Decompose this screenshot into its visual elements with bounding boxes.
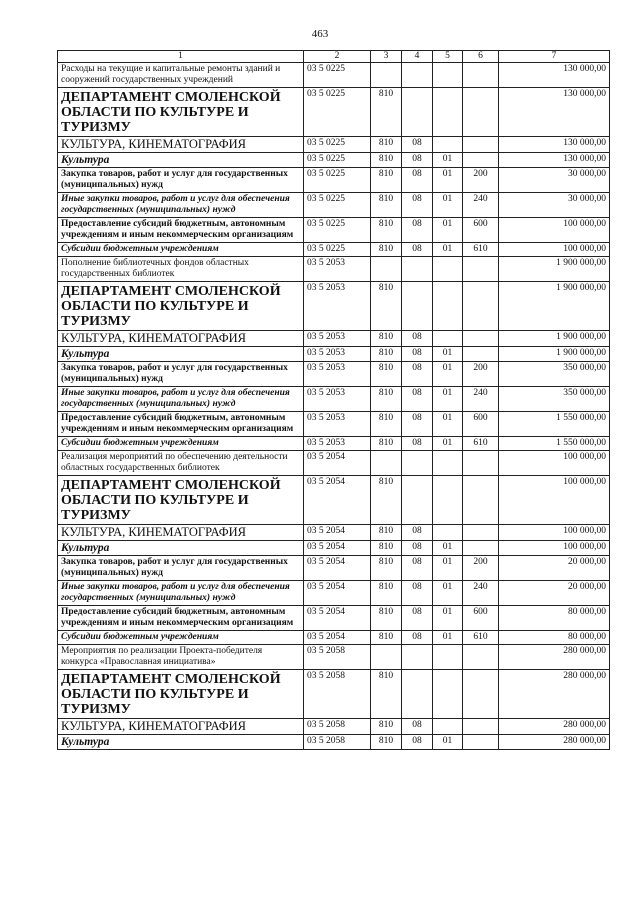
- cell-name: Закупка товаров, работ и услуг для государственных (муниципальных) нужд: [58, 168, 304, 193]
- cell-ved: 810: [371, 193, 402, 218]
- table-row: [58, 137, 610, 153]
- cell-podrazdel: [433, 719, 463, 735]
- cell-amount: 280 000,00: [499, 719, 610, 735]
- cell-razdel: 08: [402, 541, 433, 556]
- cell-podrazdel: 01: [433, 437, 463, 451]
- cell-podrazdel: 01: [433, 541, 463, 556]
- cell-name: КУЛЬТУРА, КИНЕМАТОГРАФИЯ: [58, 719, 304, 735]
- cell-podrazdel: [433, 476, 463, 525]
- table-row: [58, 556, 610, 581]
- header-col-2: 2: [304, 51, 371, 63]
- budget-table: [57, 50, 610, 750]
- cell-razdel: 08: [402, 387, 433, 412]
- cell-razdel: 08: [402, 719, 433, 735]
- cell-podrazdel: 01: [433, 387, 463, 412]
- cell-razdel: [402, 282, 433, 331]
- cell-podrazdel: [433, 525, 463, 541]
- table-row: [58, 645, 610, 670]
- cell-razdel: 08: [402, 218, 433, 243]
- cell-podrazdel: [433, 451, 463, 476]
- cell-vid-rashodov: [463, 541, 499, 556]
- cell-amount: 1 900 000,00: [499, 347, 610, 362]
- cell-name: Реализация мероприятий по обеспечению деятельности областных государственных библиотек: [58, 451, 304, 476]
- cell-ved: 810: [371, 670, 402, 719]
- cell-name: Закупка товаров, работ и услуг для государственных (муниципальных) нужд: [58, 362, 304, 387]
- cell-code: 03 5 2058: [304, 670, 371, 719]
- cell-name: Культура: [58, 347, 304, 362]
- cell-razdel: 08: [402, 412, 433, 437]
- cell-code: 03 5 2053: [304, 257, 371, 282]
- cell-razdel: [402, 645, 433, 670]
- table-row: [58, 719, 610, 735]
- cell-vid-rashodov: [463, 525, 499, 541]
- cell-ved: 810: [371, 412, 402, 437]
- cell-podrazdel: [433, 670, 463, 719]
- cell-podrazdel: 01: [433, 412, 463, 437]
- cell-podrazdel: 01: [433, 606, 463, 631]
- cell-vid-rashodov: 600: [463, 218, 499, 243]
- cell-code: 03 5 2058: [304, 645, 371, 670]
- cell-code: 03 5 2053: [304, 437, 371, 451]
- cell-podrazdel: 01: [433, 581, 463, 606]
- cell-code: 03 5 0225: [304, 218, 371, 243]
- cell-code: 03 5 2053: [304, 362, 371, 387]
- cell-vid-rashodov: [463, 88, 499, 137]
- cell-ved: [371, 451, 402, 476]
- cell-vid-rashodov: 200: [463, 556, 499, 581]
- cell-razdel: 08: [402, 525, 433, 541]
- table-row: [58, 412, 610, 437]
- cell-podrazdel: [433, 63, 463, 88]
- cell-razdel: 08: [402, 347, 433, 362]
- cell-ved: 810: [371, 631, 402, 645]
- table-row: [58, 387, 610, 412]
- cell-razdel: 08: [402, 606, 433, 631]
- cell-razdel: 08: [402, 581, 433, 606]
- cell-vid-rashodov: 200: [463, 362, 499, 387]
- cell-amount: 100 000,00: [499, 476, 610, 525]
- cell-podrazdel: [433, 282, 463, 331]
- cell-vid-rashodov: 240: [463, 581, 499, 606]
- cell-amount: 280 000,00: [499, 645, 610, 670]
- table-row: [58, 541, 610, 556]
- table-row: [58, 347, 610, 362]
- header-col-4: 4: [402, 51, 433, 63]
- table-row: [58, 735, 610, 750]
- cell-razdel: [402, 63, 433, 88]
- cell-name: Мероприятия по реализации Проекта-победителя конкурса «Православная инициатива»: [58, 645, 304, 670]
- cell-name: Иные закупки товаров, работ и услуг для обеспечения государственных (муниципальных) нужд: [58, 387, 304, 412]
- cell-name: Культура: [58, 153, 304, 168]
- cell-code: 03 5 0225: [304, 243, 371, 257]
- cell-amount: 1 550 000,00: [499, 412, 610, 437]
- cell-code: 03 5 0225: [304, 88, 371, 137]
- cell-vid-rashodov: 610: [463, 243, 499, 257]
- cell-vid-rashodov: [463, 476, 499, 525]
- cell-amount: 100 000,00: [499, 525, 610, 541]
- table-row: [58, 88, 610, 137]
- cell-code: 03 5 2054: [304, 476, 371, 525]
- cell-code: 03 5 2053: [304, 387, 371, 412]
- cell-name: Культура: [58, 541, 304, 556]
- table-row: [58, 476, 610, 525]
- cell-podrazdel: 01: [433, 168, 463, 193]
- cell-name: ДЕПАРТАМЕНТ СМОЛЕНСКОЙ ОБЛАСТИ ПО КУЛЬТУРЕ И ТУРИЗМУ: [58, 88, 304, 137]
- cell-vid-rashodov: 240: [463, 193, 499, 218]
- cell-name: ДЕПАРТАМЕНТ СМОЛЕНСКОЙ ОБЛАСТИ ПО КУЛЬТУРЕ И ТУРИЗМУ: [58, 476, 304, 525]
- cell-name: Субсидии бюджетным учреждениям: [58, 631, 304, 645]
- table-row: [58, 437, 610, 451]
- cell-amount: 80 000,00: [499, 606, 610, 631]
- cell-name: Расходы на текущие и капитальные ремонты зданий и сооружений государственных учреждений: [58, 63, 304, 88]
- cell-vid-rashodov: [463, 347, 499, 362]
- cell-razdel: [402, 88, 433, 137]
- cell-razdel: 08: [402, 243, 433, 257]
- cell-code: 03 5 2054: [304, 525, 371, 541]
- table-row: [58, 451, 610, 476]
- table-row: [58, 168, 610, 193]
- cell-podrazdel: 01: [433, 153, 463, 168]
- cell-amount: 30 000,00: [499, 168, 610, 193]
- cell-podrazdel: 01: [433, 735, 463, 750]
- cell-razdel: 08: [402, 193, 433, 218]
- cell-amount: 280 000,00: [499, 670, 610, 719]
- cell-ved: [371, 257, 402, 282]
- cell-ved: 810: [371, 735, 402, 750]
- cell-vid-rashodov: 600: [463, 412, 499, 437]
- cell-name: Субсидии бюджетным учреждениям: [58, 437, 304, 451]
- cell-vid-rashodov: [463, 282, 499, 331]
- cell-name: Субсидии бюджетным учреждениям: [58, 243, 304, 257]
- cell-razdel: [402, 451, 433, 476]
- cell-razdel: 08: [402, 168, 433, 193]
- cell-name: Иные закупки товаров, работ и услуг для обеспечения государственных (муниципальных) нужд: [58, 193, 304, 218]
- header-col-1: 1: [58, 51, 304, 63]
- cell-code: 03 5 2054: [304, 606, 371, 631]
- cell-ved: 810: [371, 581, 402, 606]
- cell-amount: 100 000,00: [499, 541, 610, 556]
- header-col-6: 6: [463, 51, 499, 63]
- cell-code: 03 5 2054: [304, 451, 371, 476]
- cell-ved: 810: [371, 606, 402, 631]
- table-row: [58, 606, 610, 631]
- cell-vid-rashodov: 610: [463, 437, 499, 451]
- cell-code: 03 5 0225: [304, 137, 371, 153]
- cell-podrazdel: 01: [433, 347, 463, 362]
- cell-ved: [371, 63, 402, 88]
- cell-podrazdel: 01: [433, 556, 463, 581]
- cell-vid-rashodov: 200: [463, 168, 499, 193]
- cell-vid-rashodov: [463, 645, 499, 670]
- cell-code: 03 5 2054: [304, 541, 371, 556]
- cell-ved: [371, 645, 402, 670]
- cell-amount: 100 000,00: [499, 451, 610, 476]
- cell-ved: 810: [371, 137, 402, 153]
- header-col-3: 3: [371, 51, 402, 63]
- header-col-7: 7: [499, 51, 610, 63]
- cell-amount: 350 000,00: [499, 362, 610, 387]
- table-body: [58, 63, 610, 750]
- cell-ved: 810: [371, 243, 402, 257]
- cell-code: 03 5 2054: [304, 581, 371, 606]
- cell-amount: 280 000,00: [499, 735, 610, 750]
- cell-ved: 810: [371, 541, 402, 556]
- cell-code: 03 5 2053: [304, 331, 371, 347]
- cell-ved: 810: [371, 437, 402, 451]
- cell-code: 03 5 2058: [304, 719, 371, 735]
- cell-vid-rashodov: [463, 670, 499, 719]
- cell-name: Иные закупки товаров, работ и услуг для обеспечения государственных (муниципальных) нужд: [58, 581, 304, 606]
- cell-amount: 1 900 000,00: [499, 331, 610, 347]
- cell-podrazdel: 01: [433, 631, 463, 645]
- cell-code: 03 5 0225: [304, 63, 371, 88]
- table-row: [58, 670, 610, 719]
- table-row: [58, 282, 610, 331]
- cell-razdel: 08: [402, 362, 433, 387]
- cell-podrazdel: [433, 88, 463, 137]
- cell-vid-rashodov: [463, 63, 499, 88]
- cell-name: Закупка товаров, работ и услуг для государственных (муниципальных) нужд: [58, 556, 304, 581]
- cell-code: 03 5 0225: [304, 193, 371, 218]
- cell-vid-rashodov: 600: [463, 606, 499, 631]
- cell-razdel: 08: [402, 153, 433, 168]
- cell-amount: 80 000,00: [499, 631, 610, 645]
- cell-ved: 810: [371, 331, 402, 347]
- cell-ved: 810: [371, 282, 402, 331]
- cell-razdel: 08: [402, 137, 433, 153]
- cell-code: 03 5 2053: [304, 412, 371, 437]
- cell-amount: 1 900 000,00: [499, 257, 610, 282]
- cell-name: КУЛЬТУРА, КИНЕМАТОГРАФИЯ: [58, 137, 304, 153]
- table-row: [58, 153, 610, 168]
- cell-amount: 100 000,00: [499, 243, 610, 257]
- cell-name: Предоставление субсидий бюджетным, автономным учреждениям и иным некоммерческим организациям: [58, 412, 304, 437]
- table-row: [58, 63, 610, 88]
- cell-name: КУЛЬТУРА, КИНЕМАТОГРАФИЯ: [58, 525, 304, 541]
- cell-name: КУЛЬТУРА, КИНЕМАТОГРАФИЯ: [58, 331, 304, 347]
- cell-ved: 810: [371, 168, 402, 193]
- cell-name: Пополнение библиотечных фондов областных государственных библиотек: [58, 257, 304, 282]
- cell-vid-rashodov: [463, 451, 499, 476]
- cell-podrazdel: [433, 137, 463, 153]
- page-number: 463: [311, 28, 329, 40]
- cell-amount: 130 000,00: [499, 63, 610, 88]
- cell-ved: 810: [371, 218, 402, 243]
- cell-podrazdel: 01: [433, 218, 463, 243]
- table-row: [58, 257, 610, 282]
- cell-ved: 810: [371, 525, 402, 541]
- cell-amount: 30 000,00: [499, 193, 610, 218]
- cell-ved: 810: [371, 347, 402, 362]
- table-row: [58, 525, 610, 541]
- table-row: [58, 631, 610, 645]
- cell-amount: 20 000,00: [499, 556, 610, 581]
- cell-code: 03 5 2058: [304, 735, 371, 750]
- table-row: [58, 193, 610, 218]
- table-row: [58, 362, 610, 387]
- cell-code: 03 5 0225: [304, 168, 371, 193]
- cell-code: 03 5 2054: [304, 556, 371, 581]
- cell-name: Культура: [58, 735, 304, 750]
- cell-ved: 810: [371, 719, 402, 735]
- cell-ved: 810: [371, 88, 402, 137]
- cell-ved: 810: [371, 387, 402, 412]
- cell-vid-rashodov: [463, 331, 499, 347]
- cell-amount: 130 000,00: [499, 137, 610, 153]
- cell-ved: 810: [371, 556, 402, 581]
- cell-amount: 130 000,00: [499, 153, 610, 168]
- cell-code: 03 5 0225: [304, 153, 371, 168]
- cell-podrazdel: [433, 331, 463, 347]
- cell-ved: 810: [371, 476, 402, 525]
- cell-name: Предоставление субсидий бюджетным, автономным учреждениям и иным некоммерческим организациям: [58, 606, 304, 631]
- cell-podrazdel: 01: [433, 362, 463, 387]
- cell-razdel: 08: [402, 631, 433, 645]
- cell-vid-rashodov: [463, 153, 499, 168]
- cell-razdel: 08: [402, 735, 433, 750]
- cell-name: ДЕПАРТАМЕНТ СМОЛЕНСКОЙ ОБЛАСТИ ПО КУЛЬТУРЕ И ТУРИЗМУ: [58, 670, 304, 719]
- cell-amount: 20 000,00: [499, 581, 610, 606]
- cell-podrazdel: 01: [433, 193, 463, 218]
- cell-razdel: [402, 670, 433, 719]
- cell-amount: 1 900 000,00: [499, 282, 610, 331]
- cell-razdel: [402, 476, 433, 525]
- table-row: [58, 581, 610, 606]
- cell-podrazdel: [433, 645, 463, 670]
- cell-vid-rashodov: [463, 719, 499, 735]
- cell-amount: 1 550 000,00: [499, 437, 610, 451]
- table-row: [58, 218, 610, 243]
- cell-razdel: 08: [402, 556, 433, 581]
- cell-code: 03 5 2053: [304, 282, 371, 331]
- cell-code: 03 5 2053: [304, 347, 371, 362]
- cell-podrazdel: [433, 257, 463, 282]
- cell-code: 03 5 2054: [304, 631, 371, 645]
- table-row: [58, 331, 610, 347]
- cell-razdel: 08: [402, 331, 433, 347]
- cell-vid-rashodov: 240: [463, 387, 499, 412]
- header-col-5: 5: [433, 51, 463, 63]
- cell-vid-rashodov: [463, 735, 499, 750]
- cell-name: Предоставление субсидий бюджетным, автономным учреждениям и иным некоммерческим организациям: [58, 218, 304, 243]
- cell-vid-rashodov: 610: [463, 631, 499, 645]
- cell-ved: 810: [371, 362, 402, 387]
- table-row: [58, 243, 610, 257]
- table-header-row: [58, 51, 610, 63]
- cell-amount: 100 000,00: [499, 218, 610, 243]
- cell-razdel: 08: [402, 437, 433, 451]
- cell-podrazdel: 01: [433, 243, 463, 257]
- cell-ved: 810: [371, 153, 402, 168]
- cell-amount: 350 000,00: [499, 387, 610, 412]
- cell-amount: 130 000,00: [499, 88, 610, 137]
- cell-vid-rashodov: [463, 137, 499, 153]
- cell-razdel: [402, 257, 433, 282]
- cell-vid-rashodov: [463, 257, 499, 282]
- cell-name: ДЕПАРТАМЕНТ СМОЛЕНСКОЙ ОБЛАСТИ ПО КУЛЬТУРЕ И ТУРИЗМУ: [58, 282, 304, 331]
